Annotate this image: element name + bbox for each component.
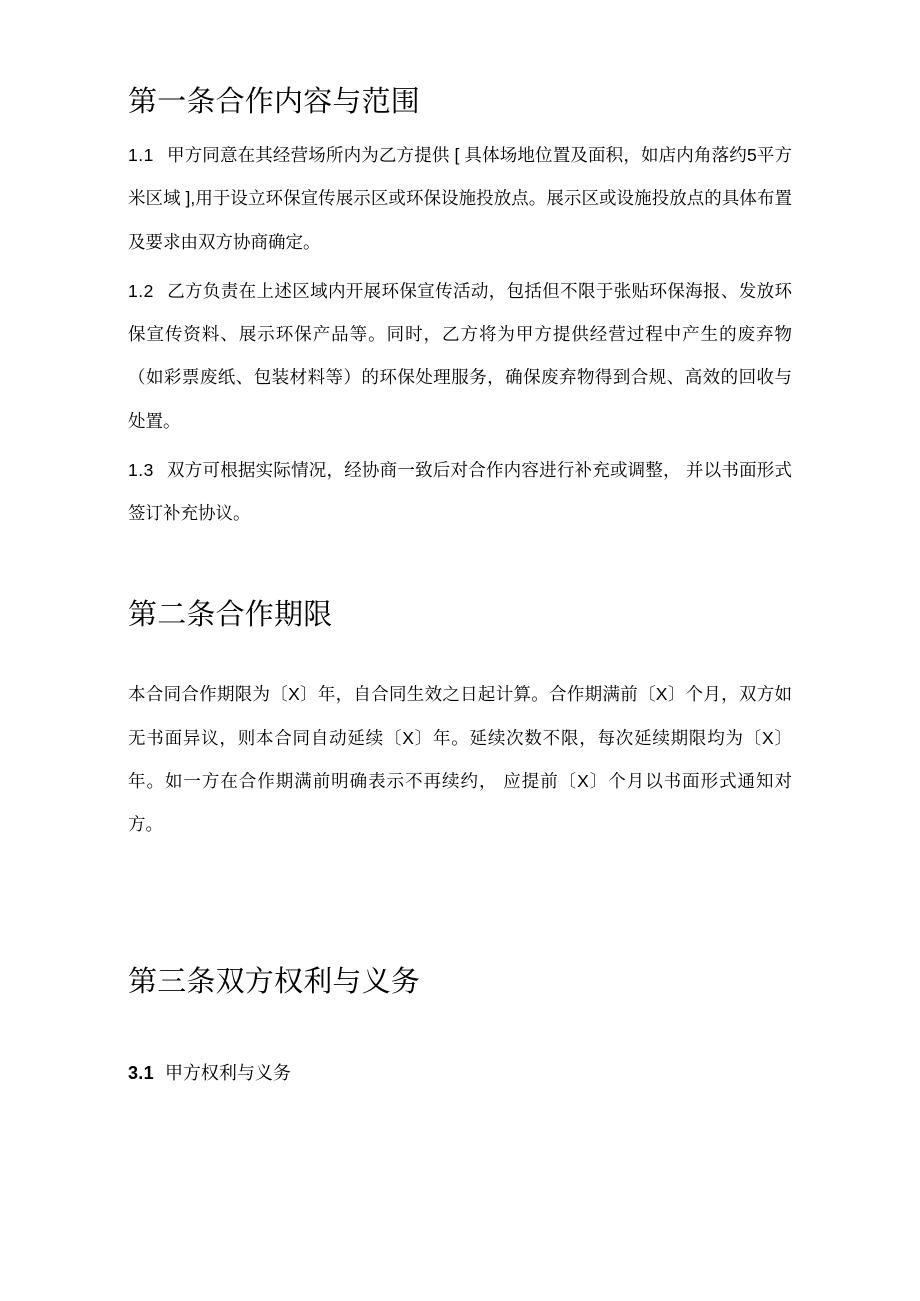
section-heading-2: 第二条合作期限 xyxy=(128,599,333,632)
section-heading-3: 第三条双方权利与义务 xyxy=(128,966,421,999)
subsection-heading-3-1 xyxy=(128,1059,792,1088)
paragraph-1-2 xyxy=(128,270,792,443)
subsection-text-3-1: 甲方权利与义务 xyxy=(164,1062,291,1083)
paragraph-number-1-1: 1.1 xyxy=(128,145,154,166)
section-heading-1: 第一条合作内容与范围 xyxy=(128,86,421,118)
paragraph-number-1-2: 1.2 xyxy=(128,280,154,301)
spacer xyxy=(128,1001,792,1059)
paragraph-number-1-3: 1.3 xyxy=(128,459,154,480)
paragraph-text-2-1: 本合同合作期限为〔X〕年，自合同生效之日起计算。合作期满前〔X〕个月，双方如无书面异议，则本合同自动延续〔X〕年。延续次数不限，每次延续期限均为〔X〕年。如一方在合作期满前明确表示不再续约， 应提前〔X〕个月以书面形式通知对方。 xyxy=(128,684,792,835)
spacer xyxy=(128,120,792,134)
spacer xyxy=(128,846,792,964)
spacer xyxy=(128,535,792,597)
top-spacer xyxy=(128,0,792,84)
paragraph-1-3 xyxy=(128,449,792,535)
paragraph-text-1-2: 乙方负责在上述区域内开展环保宣传活动，包括但不限于张贴环保海报、发放环保宣传资料、展示环保产品等。同时，乙方将为甲方提供经营过程中产生的废弃物（如彩票废纸、包装材料等）的环保处理服务，确保废弃物得到合规、高效的回收与处置。 xyxy=(128,280,792,431)
spacer xyxy=(128,633,792,673)
paragraph-text-1-3: 双方可根据实际情况，经协商一致后对合作内容进行补充或调整， 并以书面形式签订补充协议。 xyxy=(128,459,792,523)
paragraph-1-1 xyxy=(128,134,792,264)
document-content xyxy=(128,0,792,1087)
paragraph-2-1 xyxy=(128,673,792,846)
subsection-number-3-1: 3.1 xyxy=(128,1062,154,1083)
paragraph-text-1-1: 甲方同意在其经营场所内为乙方提供 [ 具体场地位置及面积，如店内角落约5平方米区域 ],用于设立环保宣传展示区或环保设施投放点。展示区或设施投放点的具体布置及要求由双方协商确定。 xyxy=(128,145,792,252)
